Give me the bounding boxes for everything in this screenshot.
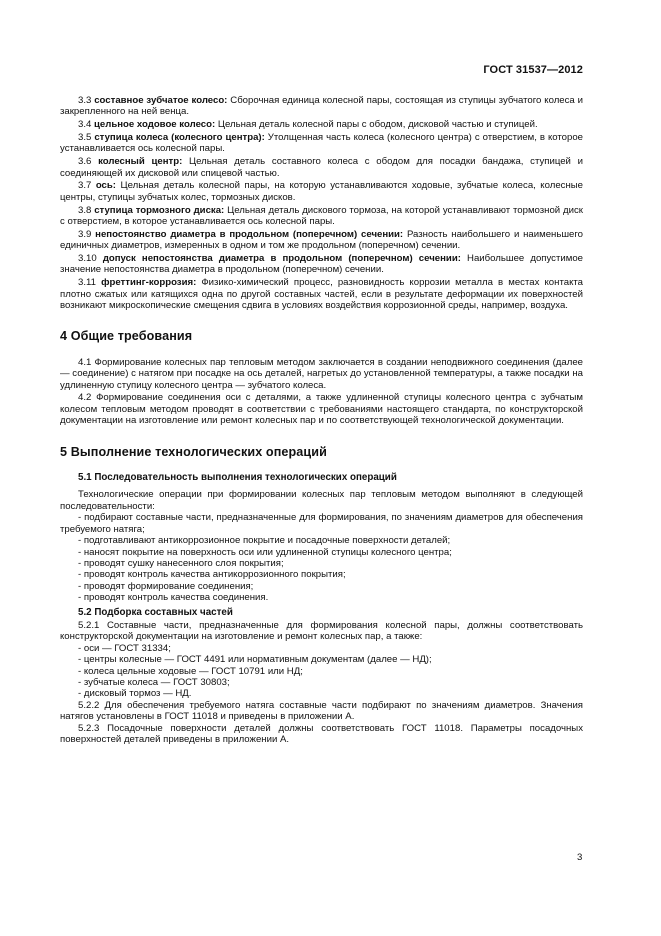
standard-number: ГОСТ 31537—2012 xyxy=(483,64,583,76)
term: составное зубчатое колесо: xyxy=(94,95,228,106)
paragraph-5-1-intro: Технологические операции при формировании колесных пар тепловым методом выполняют в следующей последовательности: xyxy=(60,489,583,512)
section-5-heading: 5 Выполнение технологических операций xyxy=(60,444,327,459)
list-item: - проводят контроль качества соединения. xyxy=(78,592,269,604)
term-definition: Разность наибольшего и наименьшего единичных диаметров, измеренных в одном и том же продольном (поперечном) сечении. xyxy=(60,228,583,252)
list-item: - проводят формирование соединения; xyxy=(78,580,254,592)
clause-number: 3.8 xyxy=(78,204,92,216)
list-item: - подготавливают антикоррозионное покрытие и посадочные поверхности деталей; xyxy=(78,535,451,547)
term: ступица колеса (колесного центра): xyxy=(94,132,265,143)
clause-number: 3.11 xyxy=(78,277,96,289)
term-definition: Цельная деталь колесной пары, на которую устанавливаются ходовые, зубчатые колеса, колесные центры, ступицы зубчатых колес, тормозных дисков. xyxy=(60,180,583,203)
term: ось: xyxy=(95,180,116,192)
definition-3-8 xyxy=(60,205,583,228)
definition-3-7 xyxy=(60,180,583,203)
list-item: - дисковый тормоз — НД. xyxy=(78,688,192,700)
definition-3-11 xyxy=(60,277,583,311)
paragraph-4-2: 4.2 Формирование соединения оси с деталями, а также удлиненной ступицы колесного центра с зубчатым колесом тепловым методом проводят в соответствии с требованиями настоящего стандарта, по конструкторской документации на изготовление или ремонт колесных пар и по соответствующей технологической документации. xyxy=(60,392,583,427)
paragraph-5-2-3: 5.2.3 Посадочные поверхности деталей должны соответствовать ГОСТ 11018. Параметры посадочных поверхностей деталей приведены в приложении А. xyxy=(60,722,583,746)
term-definition: Утолщенная часть колеса (колесного центра) с отверстием, в которое устанавливается ось колесной пары. xyxy=(60,132,584,155)
term: ступица тормозного диска: xyxy=(94,204,225,216)
term: фреттинг-коррозия: xyxy=(101,277,197,289)
definition-3-3 xyxy=(60,95,583,118)
term: допуск непостоянства диаметра в продольном (поперечном) сечении: xyxy=(102,253,461,265)
definition-3-10 xyxy=(60,253,583,276)
term: непостоянство диаметра в продольном (поперечном) сечении: xyxy=(95,228,404,240)
list-item: - наносят покрытие на поверхность оси или удлиненной ступицы колесного центра; xyxy=(78,546,452,558)
definition-3-9 xyxy=(60,229,583,252)
term: цельное ходовое колесо: xyxy=(94,119,216,131)
clause-number: 3.9 xyxy=(78,228,92,240)
list-item: - зубчатые колеса — ГОСТ 30803; xyxy=(78,676,230,688)
term-definition: Цельная деталь колесной пары с ободом, дисковой частью и ступицей. xyxy=(215,119,538,131)
list-item: - подбирают составные части, предназначенные для формирования, по значениям диаметров для обеспечения требуемого натяга; xyxy=(60,512,583,535)
term-definition: Сборочная единица колесной пары, состоящая из ступицы зубчатого колеса и закрепленного на ней венца. xyxy=(60,95,583,118)
clause-number: 3.6 xyxy=(78,156,92,168)
list-item: - оси — ГОСТ 31334; xyxy=(78,642,171,654)
paragraph-5-2-1: 5.2.1 Составные части, предназначенные для формирования колесной пары, должны соответствовать конструкторской документации на изготовление и ремонт колесных пар, а также: xyxy=(60,619,583,643)
page-number: 3 xyxy=(577,852,583,863)
term-definition: Физико-химический процесс, разновидность коррозии металла в местах контакта плотно сжатых или катящихся одна по другой составных частей, если в результате деформации их поверхностей возникают микроскопические смещения сдвига в условиях воздействия коррозионной среды, например, воздуха. xyxy=(60,277,583,312)
clause-number: 3.10 xyxy=(78,253,97,265)
list-item: - колеса цельные ходовые — ГОСТ 10791 или НД; xyxy=(78,665,303,677)
clause-number: 3.5 xyxy=(78,132,92,143)
definition-3-5 xyxy=(60,132,583,155)
clause-number: 3.3 xyxy=(78,95,92,106)
definition-3-4 xyxy=(60,119,583,130)
clause-number: 3.4 xyxy=(78,119,92,131)
paragraph-5-2-2: 5.2.2 Для обеспечения требуемого натяга составные части подбирают по значениям диаметров. Значения натягов установлены в ГОСТ 11018 и приведены в приложении А. xyxy=(60,699,583,723)
subsection-5-2-heading: 5.2 Подборка составных частей xyxy=(78,606,233,618)
subsection-5-1-heading: 5.1 Последовательность выполнения технологических операций xyxy=(78,472,397,484)
components-standards-list xyxy=(60,643,583,700)
paragraph-4-1: 4.1 Формирование колесных пар тепловым методом заключается в создании неподвижного соединения (далее — соединение) с натягом при посадке на ось деталей, нагретых до установленной температуры, а также посадки на удлиненную ступицу колесного центра — зубчатого колеса. xyxy=(60,356,583,391)
term-definition: Наибольшее допустимое значение непостоянства диаметра в продольном (поперечном) сечении. xyxy=(60,253,583,276)
term-definition: Цельная деталь составного колеса с ободом для посадки бандажа, ступицей и соединяющей их дисковой или спицевой частью. xyxy=(60,156,583,179)
definition-3-6 xyxy=(60,156,583,179)
list-item: - проводят контроль качества антикоррозионного покрытия; xyxy=(78,569,346,581)
list-item: - проводят сушку нанесенного слоя покрытия; xyxy=(78,557,284,569)
page-content xyxy=(60,95,583,745)
clause-number: 3.7 xyxy=(78,180,92,192)
term-definition: Цельная деталь дискового тормоза, на которой устанавливают тормозной диск с отверстием, в которое устанавливается ось колесной пары. xyxy=(60,204,583,228)
section-4-heading: 4 Общие требования xyxy=(60,329,193,344)
operations-list xyxy=(60,512,583,603)
list-item: - центры колесные — ГОСТ 4491 или нормативным документам (далее — НД); xyxy=(78,654,432,666)
term: колесный центр: xyxy=(98,156,183,168)
